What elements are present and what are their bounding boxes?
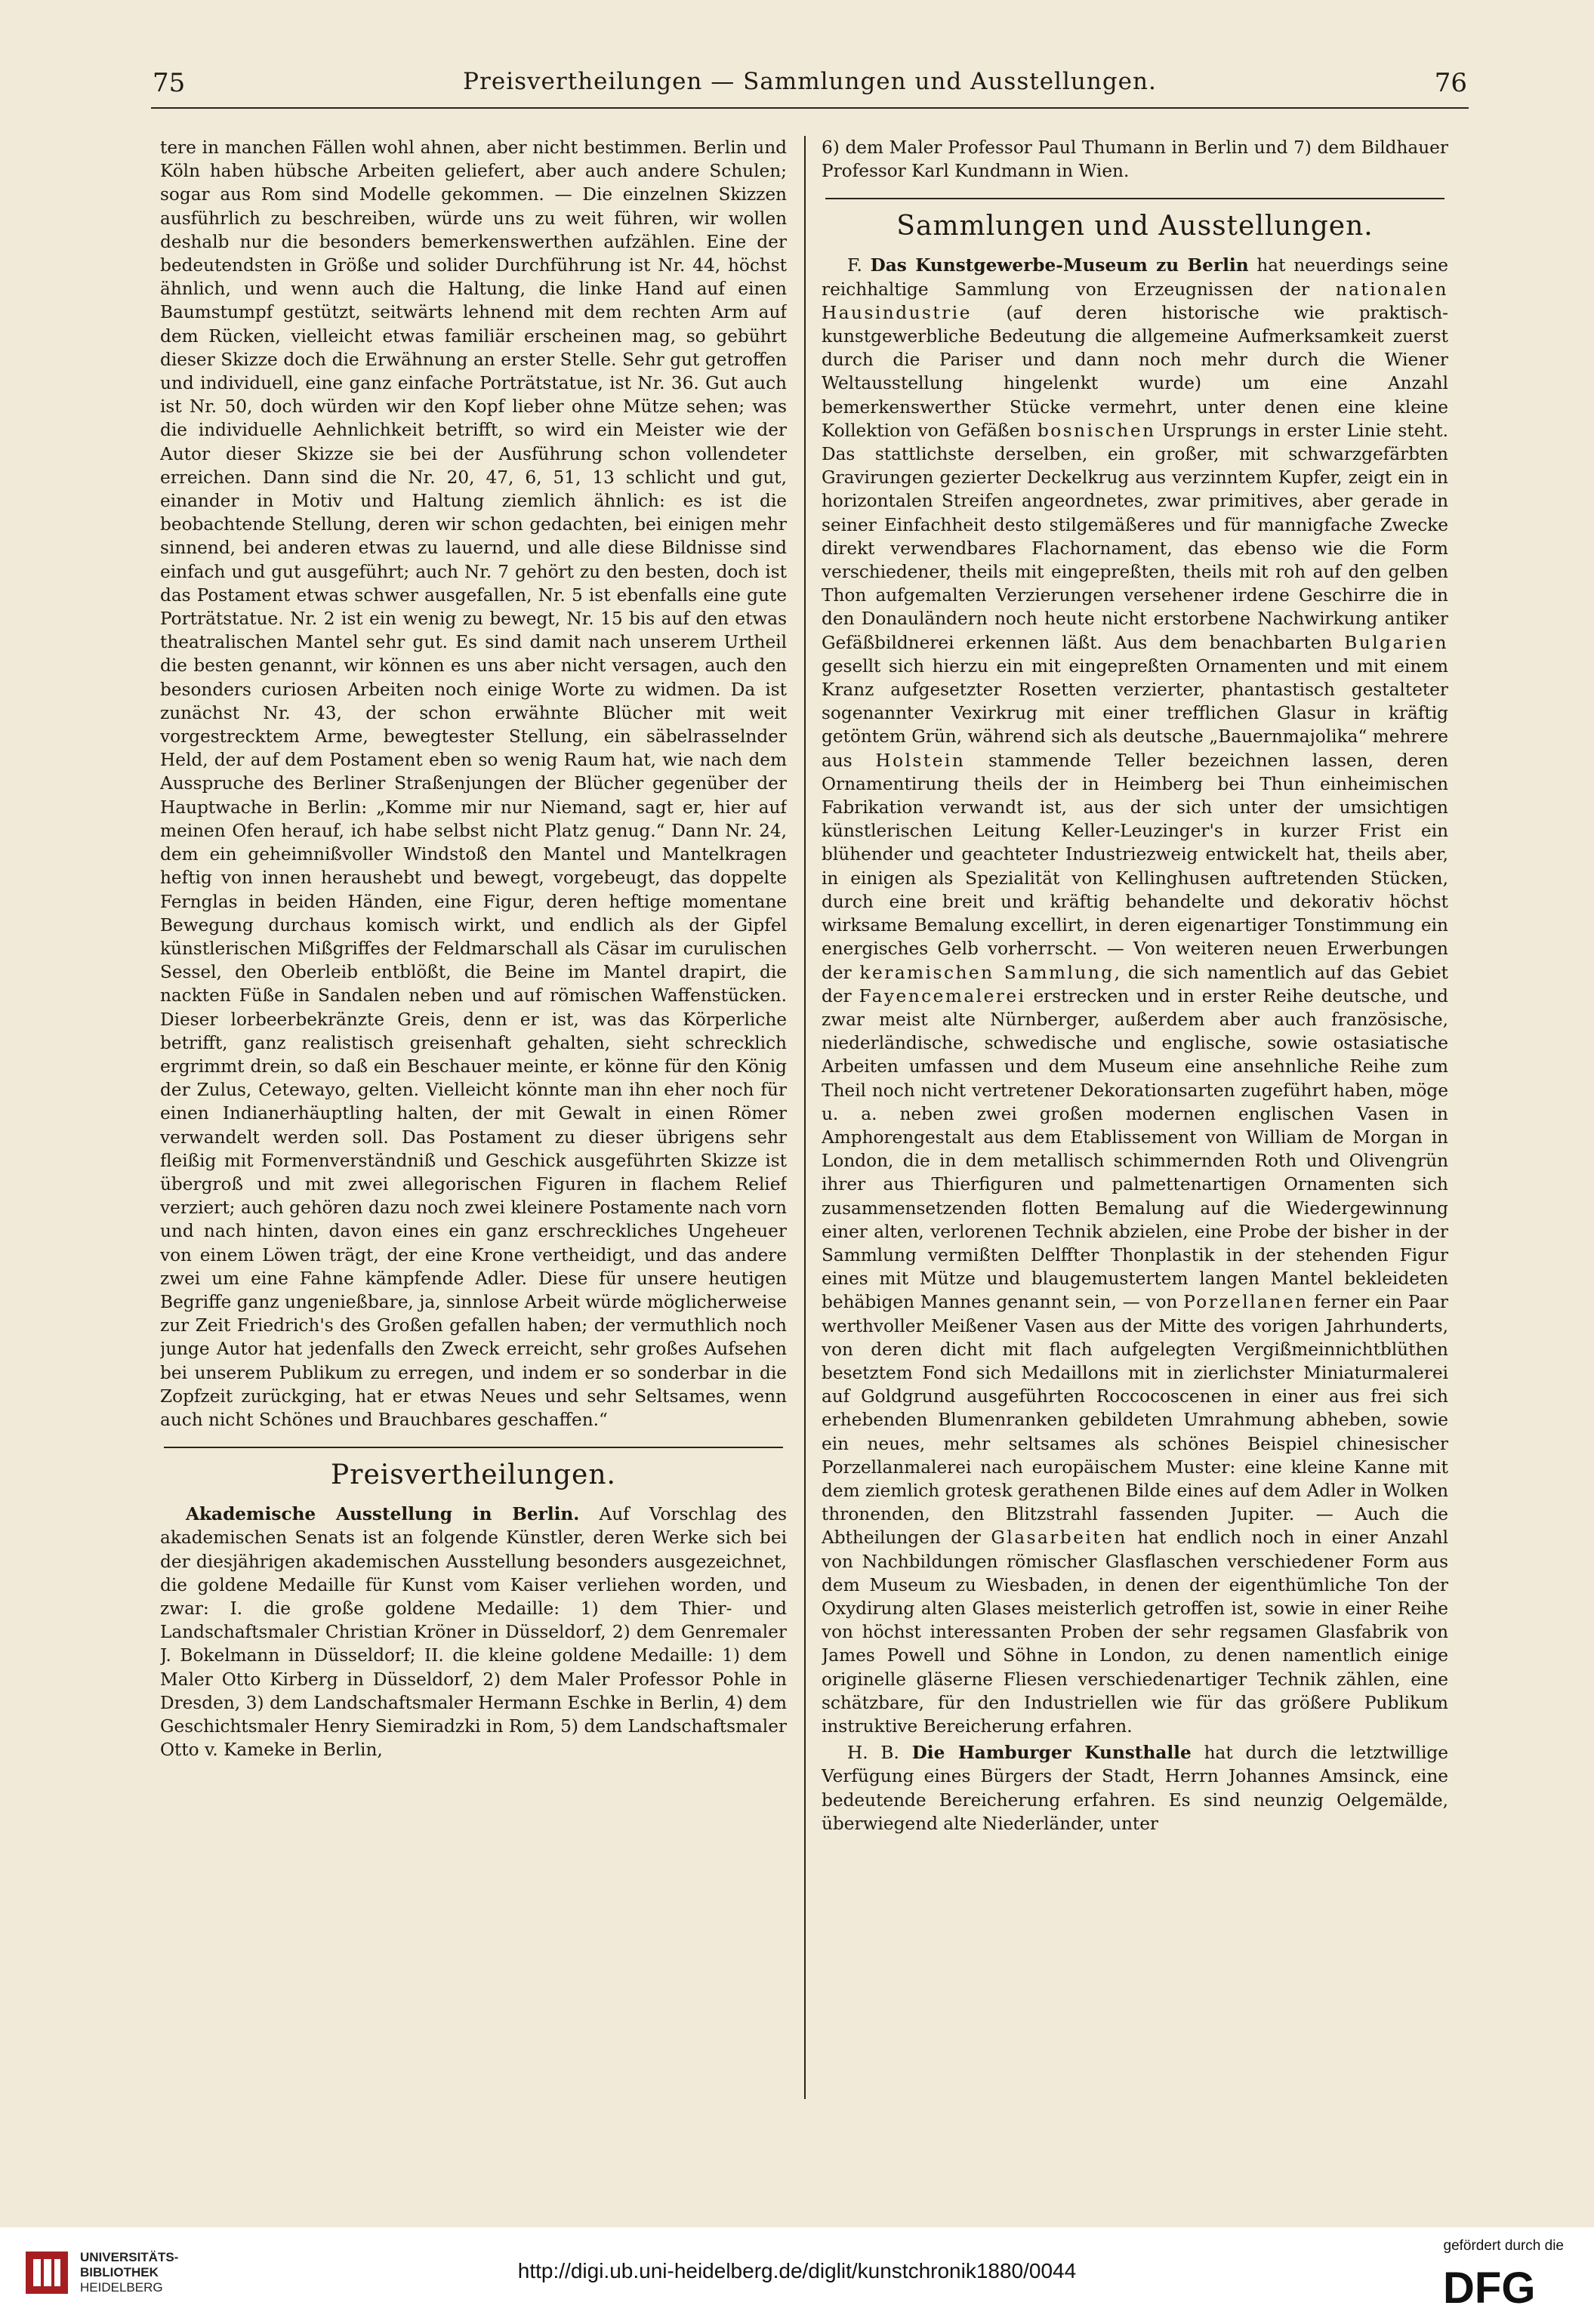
permalink-url[interactable]: http://digi.ub.uni-heidelberg.de/diglit/kunstchronik1880/0044: [517, 2259, 1077, 2282]
library-name-line: UNIVERSITÄTS-: [80, 2250, 179, 2264]
text-run: gesellt sich hierzu ein mit eingepreßten Ornamenten und mit einem Kranz aufgesetzter Rosetten verzierter, phantastisch gestalteter sogenannter Vexirkrug mit einer trefflichen Glasur in kräftig getöntem Grün, während sich als deutsche „Bauernmajolika“ mehrere aus: [822, 655, 1448, 771]
running-title: Preisvertheilungen — Sammlungen und Ausstellungen.: [463, 68, 1157, 95]
spaced-emphasis: nationalen Hausindustrie: [822, 279, 1448, 323]
kunsthalle-paragraph: [822, 1741, 1448, 1835]
library-name-line: BIBLIOTHEK: [80, 2265, 159, 2279]
running-header: [151, 65, 1469, 109]
kunsthalle-lead: Die Hamburger Kunsthalle: [911, 1743, 1192, 1764]
text-run: Ursprungs in erster Linie steht. Das stattlichste derselben, ein großer, mit schwarzgefärbten Gravirungen gezierter Deckelkrug aus verzinntem Kupfer, zeigt ein in horizontalen Streifen angeordnetes, zwar primitives, aber gerade in seiner Einfachheit desto stilgemäßeres und für mannigfache Zwecke direkt verwendbares Flachornament, das ebenso wie die Form verschiedener, theils mit eingepreßten, theils mit roh auf den gelben Thon aufgemalten Verzierungen versehener irdene Geschirre die in den Donauländern noch heute nicht erstorbene Nachwirkung antiker Gefäßbildnerei erkennen läßt. Aus dem benachbarten: [822, 420, 1448, 653]
spaced-emphasis: bosnischen: [1037, 420, 1156, 441]
award-paragraph: [160, 1503, 787, 1761]
left-column: [160, 136, 787, 2114]
spaced-emphasis: Fayencemalerei: [859, 985, 1026, 1006]
award-text: Auf Vorschlag des akademischen Senats ist an folgende Künstler, deren Werke sich bei der diesjährigen akademischen Ausstellung besonders ausgezeichnet, die goldene Medaille für Kunst vom Kaiser verliehen worden, und zwar: I. die große goldene Medaille: 1) dem Thier- und Landschaftsmaler Christian Kröner in Düsseldorf, 2) dem Genremaler J. Bokelmann in Düsseldorf; II. die kleine goldene Medaille: 1) dem Maler Otto Kirberg in Düsseldorf, 2) dem Maler Professor Pohle in Dresden, 3) dem Landschaftsmaler Hermann Eschke in Berlin, 4) dem Geschichtsmaler Henry Siemiradzki in Rom, 5) dem Landschaftsmaler Otto v. Kameke in Berlin,: [160, 1504, 787, 1761]
dfg-logo-text: DFG: [1443, 2264, 1536, 2309]
kunstgewerbe-museum-paragraph: [822, 254, 1448, 1738]
author-initial: H. B.: [847, 1743, 912, 1764]
spaced-emphasis: keramischen Sammlung: [859, 962, 1115, 983]
section-title-sammlungen: Sammlungen und Ausstellungen.: [896, 211, 1374, 242]
article-continuation: tere in manchen Fällen wohl ahnen, aber nicht bestimmen. Berlin und Köln haben hübsche Arbeiten geliefert, aber auch andere Schulen; sogar aus Rom sind Modelle gekommen. — Die einzelnen Skizzen ausführlich zu beschreiben, würde uns zu weit führen, wir wollen deshalb nur die besonders bemerkenswerthen aufzählen. Eine der bedeutendsten in Größe und solider Durchführung ist Nr. 44, höchst ähnlich, und wenn auch die Haltung, die linke Hand auf einen Baumstumpf gestützt, seitwärts lehnend mit dem rechten Arm auf dem Rücken, vielleicht etwas familiär erscheinen mag, so gebührt dieser Skizze doch die Erwähnung an erster Stelle. Sehr gut getroffen und individuell, eine ganz einfache Porträtstatue, ist Nr. 36. Gut auch ist Nr. 50, doch würden wir den Kopf lieber ohne Mütze sehen; was die individuelle Aehnlichkeit betrifft, so wird ein Meister wie der Autor dieser Skizze sie bei der Ausführung schon vollendeter erreichen. Dann sind die Nr. 20, 47, 6, 51, 13 schlicht und gut, einander in Motiv und Haltung ziemlich ähnlich: es ist die beobachtende Stellung, deren wir schon gedachten, bei einigen mehr sinnend, bei anderen etwas zu lauernd, und alle diese Bildnisse sind einfach und gut ausgeführt; auch Nr. 7 gehört zu den besten, doch ist das Postament etwas schwer ausgefallen, Nr. 5 ist ebenfalls eine gute Porträtstatue. Nr. 2 ist ein wenig zu bewegt, Nr. 15 bis auf den etwas theatralischen Mantel sehr gut. Es sind damit nach unserem Urtheil die besten genannt, wir können es uns aber nicht versagen, auch den besonders curiosen Arbeiten noch einige Worte zu widmen. Da ist zunächst Nr. 43, der schon erwähnte Blücher mit weit vorgestrecktem Arme, bewegtester Stellung, ein säbelrasselnder Held, der auf dem Postament eben so wenig Raum hat, wie nach dem Ausspruche des Berliner Straßenjungen der Blücher gegenüber der Hauptwache in Berlin: „Komme mir nur Niemand, sagt er, hier auf meinen Ofen herauf, ich habe selbst nicht Platz genug.“ Dann Nr. 24, dem ein geheimnißvoller Windstoß den Mantel und Mantelkragen heftig von innen heraushebt und bewegt, vorgebeugt, das doppelte Fernglas in beiden Händen, eine Figur, deren heftige momentane Bewegung durchaus komisch wirkt, und endlich als der Gipfel künstlerischen Mißgriffes der Feldmarschall als Cäsar im curulischen Sessel, den Oberleib entblößt, die Beine im Mantel drapirt, die nackten Füße in Sandalen neben und auf römischen Waffenstücken. Dieser lorbeerbekränzte Greis, denn er ist, was das Körperliche betrifft, ganz realistisch greisenhaft gehalten, sieht schrecklich ergrimmt drein, so daß ein Beschauer meinte, er könne für den König der Zulus, Cetewayo, gelten. Vielleicht könnte man ihn eher noch für einen Indianerhäuptling halten, der mit Gewalt in einen Römer verwandelt werden soll. Das Postament zu dieser übrigens sehr fleißig mit Formenverständniß und Geschick ausgeführten Skizze ist übergroß und mit zwei allegorischen Figuren in flachem Relief verziert; auch gehören dazu noch zwei kleinere Postamente nach vorn und nach hinten, davon eines ein ganz erschreckliches Ungeheuer von einem Löwen trägt, der eine Krone vertheidigt, und das andere zwei um eine Fahne kämpfende Adler. Diese für unsere heutigen Begriffe ganz ungenießbare, ja, sinnlose Arbeit würde möglicherweise zur Zeit Friedrich's des Großen gefallen haben; der vermuthlich noch junge Autor hat jedenfalls den Zweck erreicht, sehr großes Aufsehen bei unserem Publikum zu erregen, und indem er so sonderbar in die Zopfzeit zurückging, hat er etwas Neues und sehr Seltsames, wenn auch nicht Schönes und Brauchbares geschaffen.“: [160, 137, 787, 1430]
funded-by-label: gefördert durch die: [1443, 2238, 1564, 2254]
column-divider: [804, 136, 806, 2099]
spaced-emphasis: Glasarbeiten: [991, 1527, 1127, 1549]
right-column: [822, 136, 1448, 2114]
digitization-footer: [0, 2227, 1594, 2324]
page-number-right: 76: [1434, 68, 1467, 98]
text-run: erstrecken und in erster Reihe deutsche, und zwar meist alte Nürnberger, außerdem aber auch französische, niederländische, schwedische und englische, sowie ostasiatische Arbeiten umfassen und dem Museum eine ansehnliche Reihe zum Theil noch nicht vertretener Dekorationsarten zugeführt haben, möge u. a. neben zwei großen modernen englischen Vasen in Amphorengestalt aus dem Etablissement von William de Morgan in London, die in dem metallisch schimmernden Roth und Olivengrün ihrer aus Thierfiguren und palmettenartigen Ornamenten sich zusammensetzenden flotten Bemalung auf die Wiedergewinnung einer alten, verlorenen Technik abzielen, eine Probe der bisher in der Sammlung vermißten Delffter Thonplastik in der stehenden Figur eines mit Mütze und blaugemustertem langen Mantel bekleideten behäbigen Mannes genannt sein, — von: [822, 985, 1448, 1313]
text-run: hat durch die letztwillige Verfügung eines Bürgers der Stadt, Herrn Johannes Amsinck, eine bedeutende Bereicherung erfahren. Es sind neunzig Oelgemälde, überwiegend alte Niederländer, unter: [822, 1743, 1448, 1834]
award-lead: Akademische Ausstellung in Berlin.: [186, 1504, 580, 1525]
text-run: hat neuerdings seine reichhaltige Sammlung von Erzeugnissen der: [822, 255, 1448, 300]
section-divider: [825, 198, 1444, 199]
museum-lead: Das Kunstgewerbe-Museum zu Berlin: [870, 255, 1249, 276]
page-number-left: 75: [153, 68, 186, 98]
text-run: , die sich namentlich auf das Gebiet der: [822, 962, 1448, 1006]
author-initial: F.: [847, 255, 871, 276]
spaced-emphasis: Porzellanen: [1183, 1292, 1309, 1313]
dfg-logo[interactable]: [1443, 2264, 1564, 2309]
library-name-line: HEIDELBERG: [80, 2280, 163, 2295]
spaced-emphasis: Holstein: [875, 750, 966, 771]
text-run: (auf deren historische wie praktisch-kunstgewerbliche Bedeutung die allgemeine Aufmerksamkeit zuerst durch die Pariser und dann noch mehr durch die Wiener Weltausstellung hingelenkt wurde) um eine Anzahl bemerkenswerther Stücke vermehrt, unter denen eine kleine Kollektion von Gefäßen: [822, 302, 1448, 441]
section-title-preisvertheilungen: Preisvertheilungen.: [331, 1459, 616, 1491]
text-run: ferner ein Paar werthvoller Meißener Vasen aus der Mitte des vorigen Jahrhunderts, von deren dicht mit flach aufgelegten Vergißmeinnichtblüthen besetztem Fond sich Medaillons mit in zierlichster Miniaturmalerei auf Goldgrund ausgeführten Roccocoscenen in einer aus frei sich erhebenden Blumenranken gebildeten Umrahmung abheben, sowie ein neues, mehr seltsames als schönes Beispiel chinesischer Porzellanmalerei nach europäischem Muster: eine kleine Kanne mit dem ziemlich grotesk gerathenen Bilde eines auf dem Adler in Wolken thronenden, den Blitzstrahl fassenden Jupiter. — Auch die Abtheilungen der: [822, 1292, 1448, 1549]
text-run: hat endlich noch in einer Anzahl von Nachbildungen römischer Glasflaschen verschiedener Form aus dem Museum zu Wiesbaden, in denen der eigenthümliche Ton der Oxydirung alten Glases meisterlich getroffen ist, sowie in einer Reihe von höchst interessanten Proben der sehr regsamen Glasfabrik von James Powell und Söhne in London, zu denen namentlich einige originelle gläserne Fliesen verschiedenartiger Technik zählen, eine schätzbare, für den Industriellen wie für das größere Publikum instruktive Bereicherung erfahren.: [822, 1527, 1448, 1737]
award-continuation: 6) dem Maler Professor Paul Thumann in Berlin und 7) dem Bildhauer Professor Karl Kundmann in Wien.: [822, 137, 1448, 182]
section-divider: [164, 1447, 783, 1448]
text-run: stammende Teller bezeichnen lassen, deren Ornamentirung theils der in Heimberg bei Thun einheimischen Fabrikation verwandt ist, aus der sich unter der umsichtigen künstlerischen Leitung Keller-Leuzinger's in kurzer Frist ein blühender und geachteter Industriezweig entwickelt hat, theils aber, in einigen als Spezialität von Kellinghusen auftretenden Stücken, durch eine breit und kräftig behandelte und dekorativ höchst wirksame Bemalung excellirt, in deren eigenartiger Tonstimmung ein energisches Gelb vorherrscht. — Von weiteren neuen Erwerbungen der: [822, 750, 1448, 983]
spaced-emphasis: Bulgarien: [1344, 632, 1448, 653]
